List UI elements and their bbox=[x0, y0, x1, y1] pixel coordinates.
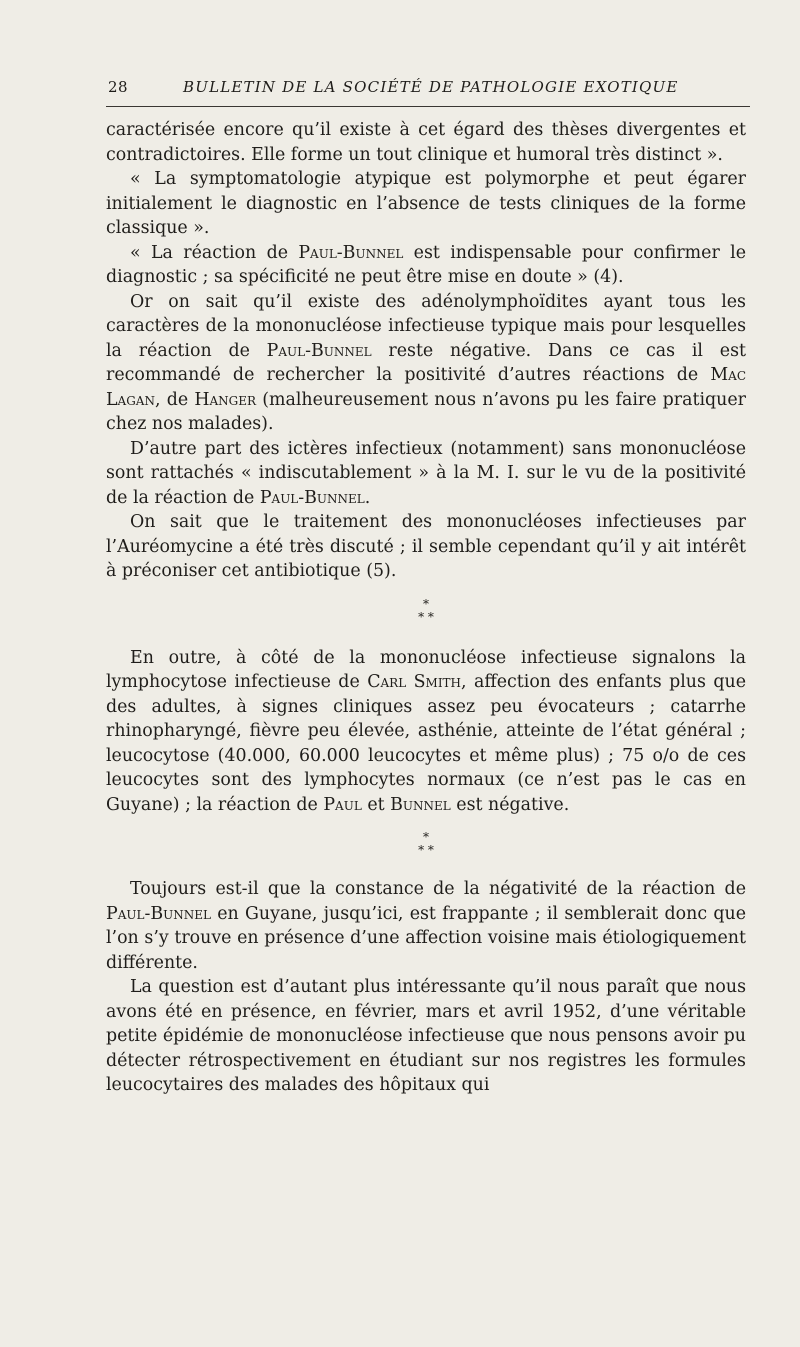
author-name: Paul bbox=[323, 794, 362, 815]
separator-stars: * * bbox=[418, 609, 434, 624]
paragraph-text: est négative. bbox=[450, 794, 570, 815]
paragraph-text: caractérisée encore qu’il existe à cet égard des thèses divergentes et contradictoires. Elle forme un tout clinique et humoral très distinct ». bbox=[106, 120, 746, 165]
page-header bbox=[108, 74, 750, 104]
paragraph-text: . bbox=[364, 487, 371, 508]
article-body bbox=[106, 118, 746, 1098]
paragraph-text: (malheureusement nous n’avons pu les faire pratiquer chez nos malades). bbox=[106, 389, 746, 434]
section-separator bbox=[106, 817, 746, 877]
header-rule bbox=[106, 106, 750, 107]
paragraph-text: , affection des enfants plus que des adultes, à signes cliniques assez peu évocateurs ; catarrhe rhinopharyngé, fièvre peu élevée, asthénie, atteinte de l’état général ; leucocytose (40.000, 60.000 leucocytes et même plus) ; 75 o/o de ces leucocytes sont des lymphocytes normaux (ce n’est pas le cas en Guyane) ; la réaction de bbox=[106, 672, 746, 815]
paragraph-text: est indispensable pour confirmer le diagnostic ; sa spécificité ne peut être mise en doute » (4). bbox=[106, 242, 746, 287]
paragraph-text: En outre, à côté de la mononucléose infectieuse signalons la lymphocytose infectieuse de bbox=[106, 647, 746, 692]
author-name: Paul-Bunnel bbox=[106, 903, 211, 924]
journal-title: BULLETIN DE LA SOCIÉTÉ DE PATHOLOGIE EXOTIQUE bbox=[183, 78, 679, 96]
paragraph-text: Toujours est-il que la constance de la négativité de la réaction de bbox=[130, 879, 746, 899]
paragraph-text: La question est d’autant plus intéressante qu’il nous paraît que nous avons été en présence, en février, mars et avril 1952, d’une véritable petite épidémie de mononucléose infectieuse que nous pensons avoir pu détecter rétrospectivement en étudiant sur nos registres les formules leucocytaires des malades des hôpitaux qui bbox=[106, 977, 746, 1095]
paragraph bbox=[106, 167, 746, 241]
paragraph bbox=[106, 510, 746, 584]
paragraph-text: et bbox=[361, 794, 391, 815]
paragraph-text: « La réaction de bbox=[130, 242, 299, 263]
author-name: Paul-Bunnel bbox=[266, 340, 372, 361]
page-number: 28 bbox=[108, 78, 129, 96]
author-name: Paul-Bunnel bbox=[298, 242, 404, 263]
author-name: Hanger bbox=[194, 389, 257, 410]
paragraph bbox=[106, 975, 746, 1098]
paragraph-text: On sait que le traitement des mononucléoses infectieuses par l’Auréomycine a été très discuté ; il semble cependant qu’il y ait intérêt à préconiser cet antibiotique (5). bbox=[106, 512, 746, 581]
paragraph bbox=[106, 877, 746, 975]
paragraph-text: , de bbox=[154, 389, 195, 410]
paragraph-text: D’autre part des ictères infectieux (notamment) sans mononucléose sont rattachés « indiscutablement » à la M. I. sur le vu de la positivité de la réaction de bbox=[106, 438, 746, 508]
author-name: Paul-Bunnel bbox=[259, 487, 365, 508]
paragraph bbox=[106, 646, 746, 818]
separator-star: * bbox=[423, 830, 429, 844]
author-name: Bunnel bbox=[390, 794, 451, 815]
paragraph-text: Or on sait qu’il existe des adénolymphoïdites ayant tous les caractères de la mononucléose infectieuse typique mais pour lesquelles la réaction de bbox=[106, 291, 746, 361]
paragraph bbox=[106, 290, 746, 437]
paragraph-text: « La symptomatologie atypique est polymorphe et peut égarer initialement le diagnostic en l’absence de tests cliniques de la forme classique ». bbox=[106, 169, 746, 238]
section-separator bbox=[106, 584, 746, 646]
paragraph-text: en Guyane, jusqu’ici, est frappante ; il semblerait donc que l’on s’y trouve en présence d’une affection voisine mais étiologiquement différente. bbox=[106, 903, 746, 973]
separator-star: * bbox=[423, 596, 429, 611]
paragraph-text: reste négative. Dans ce cas il est recommandé de rechercher la positivité d’autres réactions de bbox=[106, 340, 746, 385]
paragraph bbox=[106, 437, 746, 511]
author-name: Carl Smith bbox=[367, 672, 462, 692]
author-name: Mac Lagan bbox=[106, 365, 746, 410]
paragraph bbox=[106, 118, 746, 167]
separator-stars: * * bbox=[418, 843, 434, 857]
paragraph bbox=[106, 241, 746, 290]
